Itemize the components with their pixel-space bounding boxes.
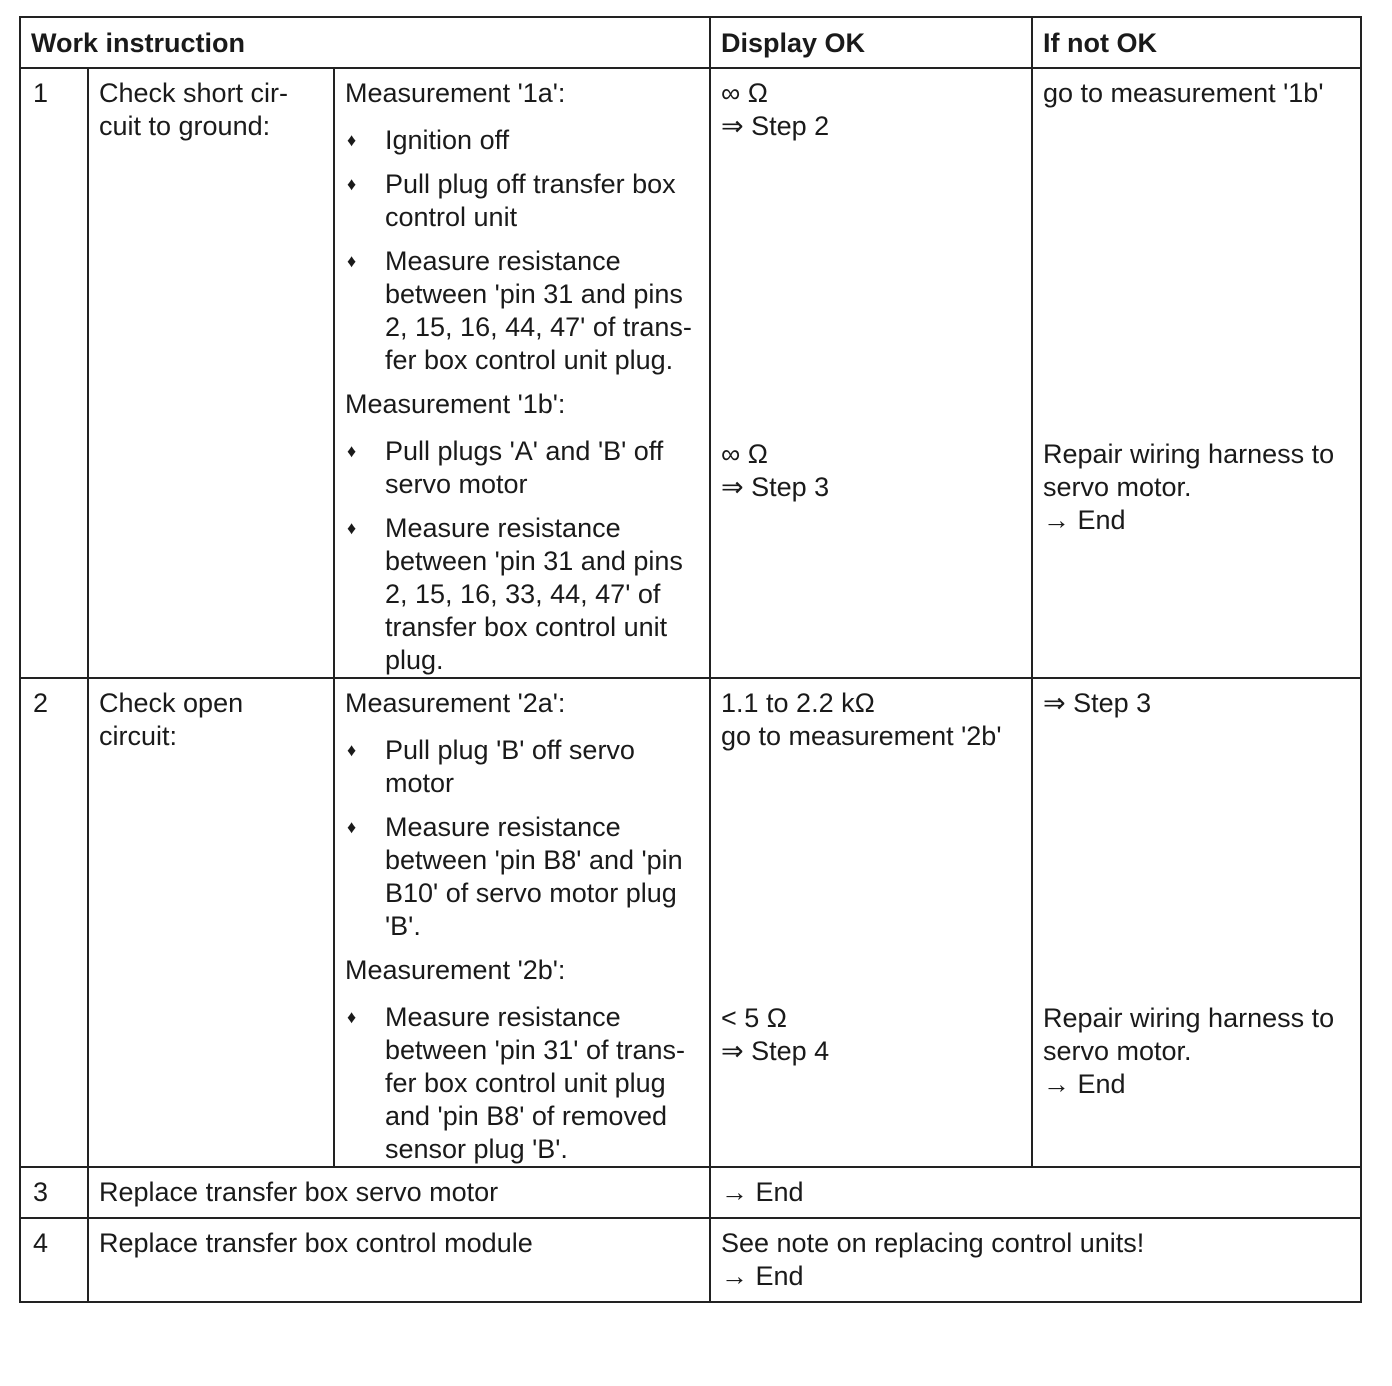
diamond-bullet-icon: ♦: [347, 817, 357, 837]
diamond-bullet-icon: ♦: [347, 740, 357, 760]
bullet-list: [345, 124, 701, 377]
step-number: 4: [20, 1218, 88, 1302]
display-ok-cell: 1.1 to 2.2 kΩ go to measurement '2b' < 5 Ω ⇒ Step 4: [710, 678, 1032, 1167]
table-row-1: [20, 68, 1361, 678]
step-action: Replace transfer box servo motor: [88, 1167, 710, 1218]
if-not-ok-cell: ⇒ Step 3 Repair wiring harness to servo motor. → End: [1032, 678, 1361, 1167]
step-number: 1: [20, 68, 88, 678]
bullet-list: [345, 734, 701, 943]
step-action: Check open circuit:: [88, 678, 334, 1167]
result-cell: See note on replacing control units! → End: [710, 1218, 1361, 1302]
table-row-2: [20, 678, 1361, 1167]
result-cell: → End: [710, 1167, 1361, 1218]
step-number: 3: [20, 1167, 88, 1218]
list-item: ♦ Measure resistance between 'pin 31 and pins 2, 15, 16, 44, 47' of trans- fer box control unit plug.: [347, 246, 692, 375]
list-item: ♦ Measure resistance between 'pin B8' and 'pin B10' of servo motor plug 'B'.: [347, 812, 683, 941]
table-row-3: [20, 1167, 1361, 1218]
diamond-bullet-icon: ♦: [347, 1007, 357, 1027]
step-action: Replace transfer box control module: [88, 1218, 710, 1302]
list-item: ♦ Pull plug off transfer box control unit: [347, 169, 676, 232]
step-number: 2: [20, 678, 88, 1167]
measurement-cell: [334, 678, 710, 1167]
list-item: ♦ Measure resistance between 'pin 31' of trans- fer box control unit plug and 'pin B8' of removed sensor plug 'B'.: [347, 1002, 685, 1164]
if-not-ok-cell: go to measurement '1b' Repair wiring harness to servo motor. → End: [1032, 68, 1361, 678]
display-ok-cell: ∞ Ω ⇒ Step 2 ∞ Ω ⇒ Step 3: [710, 68, 1032, 678]
list-item: ♦ Pull plugs 'A' and 'B' off servo motor: [347, 436, 664, 499]
header-work-instruction: Work instruction: [20, 17, 710, 68]
bullet-list: [345, 1001, 701, 1166]
diamond-bullet-icon: ♦: [347, 251, 357, 271]
bullet-list: [345, 435, 701, 677]
header-if-not-ok: If not OK: [1032, 17, 1361, 68]
table-header-row: [20, 17, 1361, 68]
measurement-label: Measurement '2b':: [345, 955, 566, 985]
measurement-cell: [334, 68, 710, 678]
diamond-bullet-icon: ♦: [347, 174, 357, 194]
table-row-4: [20, 1218, 1361, 1302]
step-action: Check short cir- cuit to ground:: [88, 68, 334, 678]
measurement-label: Measurement '1b':: [345, 389, 566, 419]
work-instruction-table: [19, 16, 1362, 1303]
measurement-label: Measurement '2a':: [345, 688, 566, 718]
measurement-label: Measurement '1a':: [345, 78, 566, 108]
list-item: ♦ Measure resistance between 'pin 31 and pins 2, 15, 16, 33, 44, 47' of transfer box control unit plug.: [347, 513, 683, 675]
diamond-bullet-icon: ♦: [347, 441, 357, 461]
header-display-ok: Display OK: [710, 17, 1032, 68]
diamond-bullet-icon: ♦: [347, 518, 357, 538]
list-item: ♦ Pull plug 'B' off servo motor: [347, 735, 635, 798]
diamond-bullet-icon: ♦: [347, 130, 357, 150]
list-item: ♦ Ignition off: [347, 125, 510, 155]
